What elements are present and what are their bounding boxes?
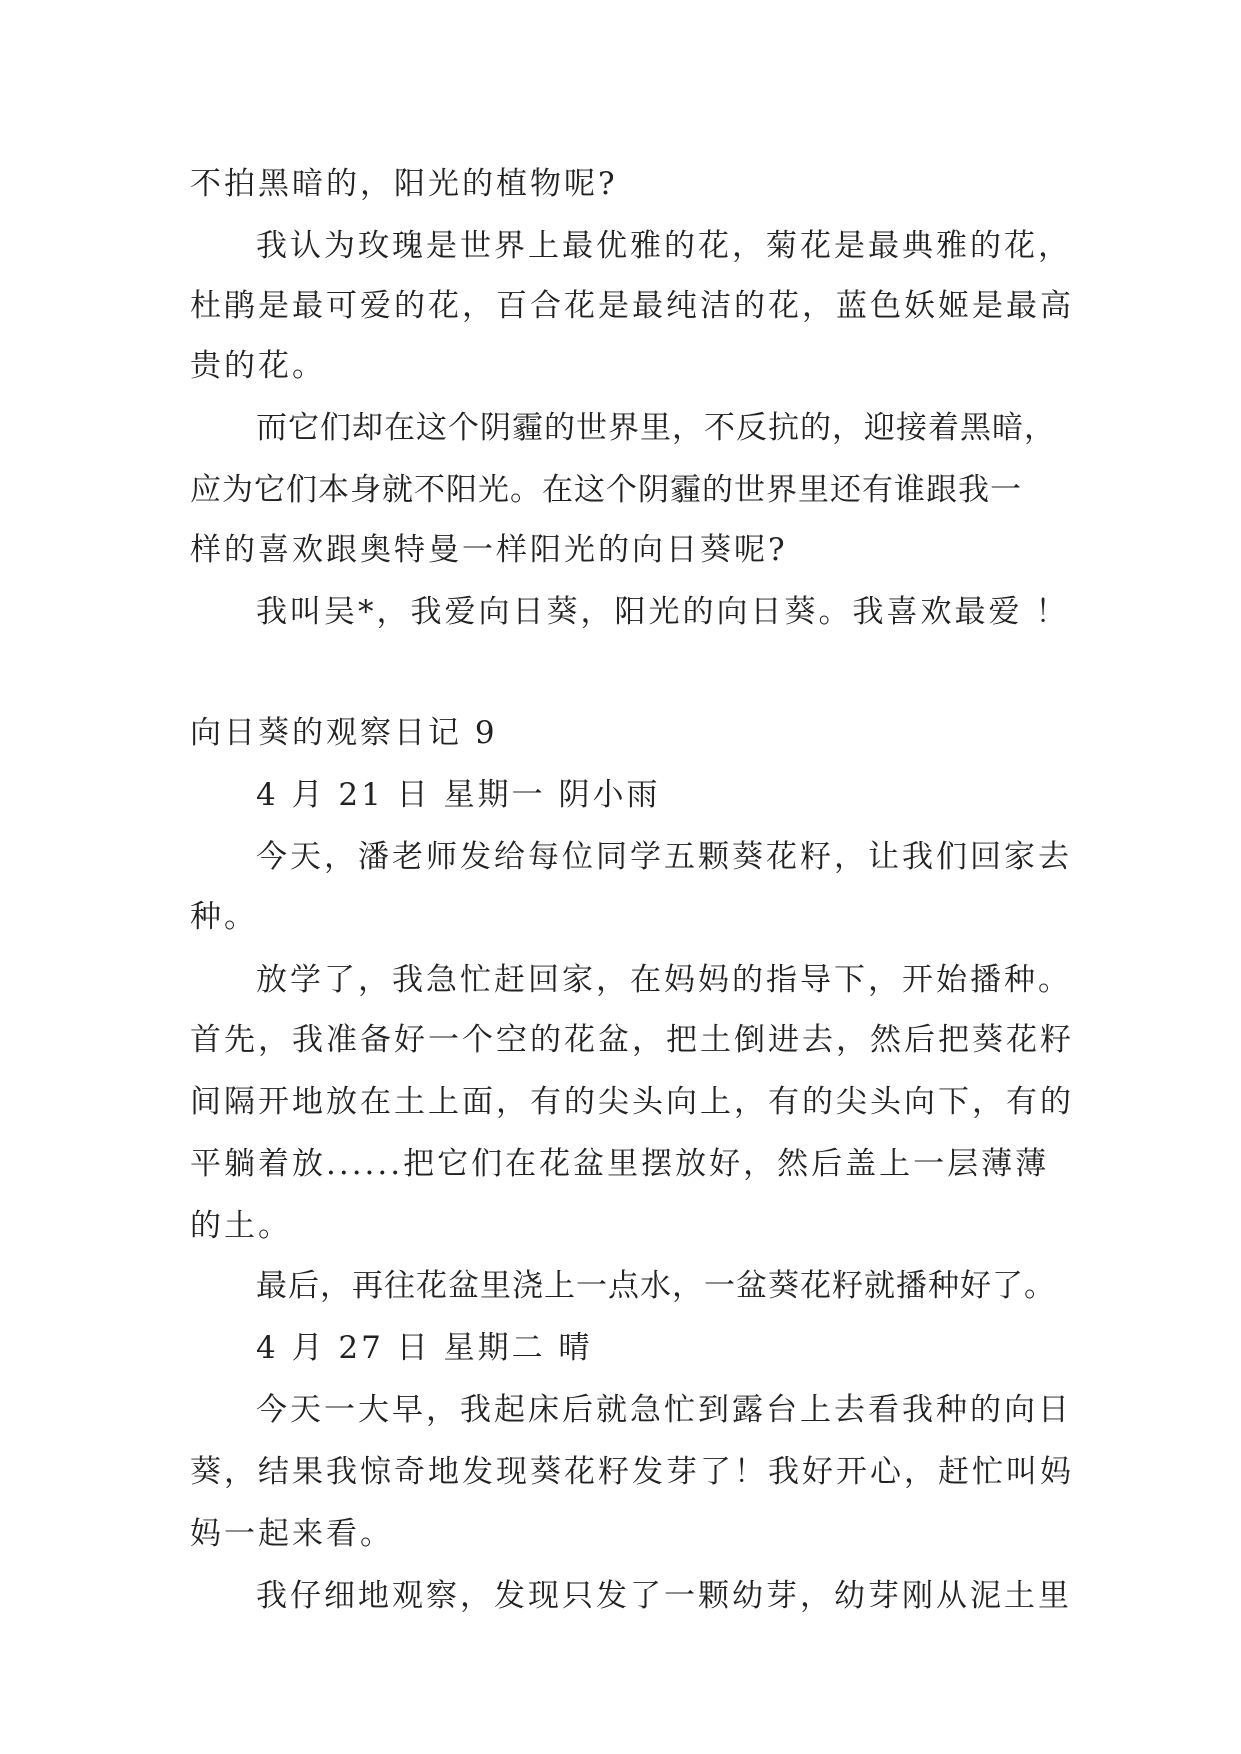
text-line: 杜鹃是最可爱的花，百合花是最纯洁的花，蓝色妖姬是最高 (190, 288, 1074, 324)
section-title: 向日葵的观察日记 9 (190, 715, 498, 751)
text-line: 最后，再往花盆里浇上一点水，一盆葵花籽就播种好了。 (256, 1268, 1056, 1304)
diary-date: 4 月 27 日 星期二 晴 (256, 1330, 593, 1366)
text-line: 葵，结果我惊奇地发现葵花籽发芽了！我好开心，赶忙叫妈 (190, 1454, 1074, 1490)
text-line: 样的喜欢跟奥特曼一样阳光的向日葵呢? (190, 532, 788, 568)
text-line: 而它们却在这个阴霾的世界里，不反抗的，迎接着黑暗， (256, 410, 1056, 446)
text-line: 首先，我准备好一个空的花盆，把土倒进去，然后把葵花籽 (190, 1022, 1074, 1058)
text-line: 不拍黑暗的，阳光的植物呢? (190, 166, 618, 202)
text-line: 种。 (190, 899, 258, 935)
text-line: 妈一起来看。 (190, 1516, 394, 1552)
text-line: 的土。 (190, 1208, 292, 1244)
diary-date: 4 月 21 日 星期一 阴小雨 (256, 777, 661, 813)
text-line: 应为它们本身就不阳光。在这个阴霾的世界里还有谁跟我一 (190, 472, 1022, 508)
text-line: 间隔开地放在土上面，有的尖头向上，有的尖头向下，有的 (190, 1084, 1074, 1120)
text-line: 放学了，我急忙赶回家，在妈妈的指导下，开始播种。 (256, 962, 1072, 998)
text-line: 我仔细地观察，发现只发了一颗幼芽，幼芽刚从泥土里 (256, 1578, 1072, 1614)
text-line: 我叫吴*，我爱向日葵，阳光的向日葵。我喜欢最爱 ！ (256, 594, 1070, 630)
text-line: 今天一大早，我起床后就急忙到露台上去看我种的向日 (256, 1392, 1072, 1428)
text-line: 今天，潘老师发给每位同学五颗葵花籽，让我们回家去 (256, 839, 1072, 875)
text-line: 平躺着放......把它们在花盆里摆放好，然后盖上一层薄薄 (190, 1146, 1050, 1182)
text-line: 我认为玫瑰是世界上最优雅的花，菊花是最典雅的花， (256, 228, 1072, 264)
text-line: 贵的花。 (190, 348, 326, 384)
